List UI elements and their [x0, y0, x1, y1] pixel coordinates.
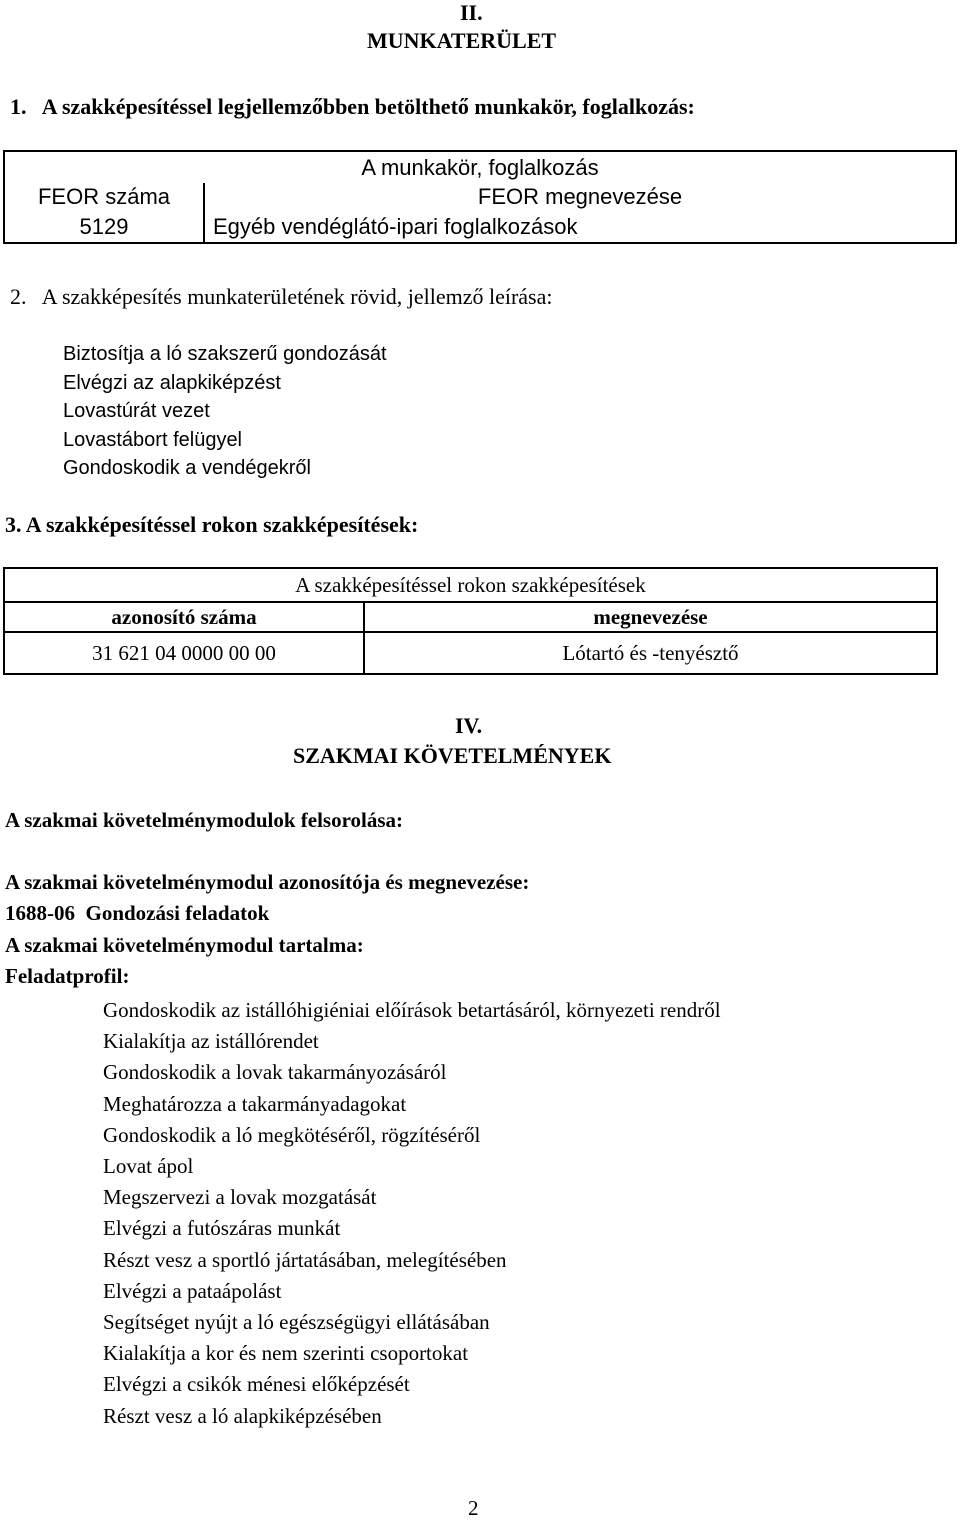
item1-heading: 1. A szakképesítéssel legjellemzőbben betölthető munkakör, foglalkozás: — [10, 94, 695, 119]
section-title-munkaterulet: MUNKATERÜLET — [367, 28, 557, 53]
task-item: Elvégzi a pataápolást — [103, 1278, 282, 1303]
task-list — [103, 995, 721, 1432]
feor-name-cell: Egyéb vendéglátó-ipari foglalkozások — [204, 211, 956, 243]
task-item: Megszervezi a lovak mozgatását — [103, 1185, 377, 1210]
task-item: Részt vesz a sportló jártatásában, melegítésében — [103, 1247, 507, 1272]
feor-code-cell: 5129 — [4, 211, 204, 243]
task-item: Részt vesz a ló alapkiképzésében — [103, 1403, 382, 1428]
task-item: Gondoskodik a ló megkötéséről, rögzítéséről — [103, 1122, 481, 1147]
description-line: Lovastúrát vezet — [63, 400, 210, 423]
modules-list-heading: A szakmai követelménymodulok felsorolása: — [5, 808, 404, 832]
occupation-table — [3, 150, 957, 244]
section-roman-ii: II. — [460, 0, 483, 25]
section-title-szakmai: SZAKMAI KÖVETELMÉNYEK — [293, 743, 612, 768]
description-line: Elvégzi az alapkiképzést — [63, 371, 281, 394]
related-name-header: megnevezése — [364, 602, 937, 632]
task-item: Elvégzi a csikók ménesi előképzését — [103, 1372, 410, 1397]
task-item: Elvégzi a futószáras munkát — [103, 1216, 341, 1241]
item2-heading: 2. A szakképesítés munkaterületének rövid, jellemző leírása: — [10, 284, 553, 309]
task-item: Kialakítja az istállórendet — [103, 1029, 319, 1054]
related-name-cell: Lótartó és -tenyésztő — [364, 632, 937, 674]
task-item: Gondoskodik az istállóhigiéniai előírások betartásáról, környezeti rendről — [103, 998, 721, 1022]
task-item: Gondoskodik a lovak takarmányozásáról — [103, 1060, 447, 1085]
item2-description-list — [63, 340, 387, 483]
occupation-table-caption: A munkakör, foglalkozás — [4, 151, 956, 183]
related-table-caption: A szakképesítéssel rokon szakképesítések — [4, 568, 937, 602]
module-id: 1688-06 Gondozási feladatok — [5, 901, 270, 925]
task-item: Segítséget nyújt a ló egészségügyi ellátásában — [103, 1310, 490, 1335]
related-id-cell: 31 621 04 0000 00 00 — [4, 632, 364, 674]
description-line: Lovastábort felügyel — [63, 428, 243, 451]
description-line: Biztosítja a ló szakszerű gondozását — [63, 343, 387, 365]
item3-heading: 3. A szakképesítéssel rokon szakképesítések: — [5, 512, 419, 537]
task-item: Kialakítja a kor és nem szerinti csoportokat — [103, 1341, 469, 1366]
description-line: Gondoskodik a vendégekről — [63, 457, 311, 480]
module-id-heading: A szakmai követelménymodul azonosítója és megnevezése: — [5, 870, 530, 894]
task-item: Meghatározza a takarmányadagokat — [103, 1091, 407, 1116]
related-qualifications-table — [3, 567, 938, 675]
feor-code-header: FEOR száma — [4, 183, 204, 211]
feor-name-header: FEOR megnevezése — [204, 183, 956, 211]
page-number: 2 — [468, 1496, 479, 1520]
module-content-heading: A szakmai követelménymodul tartalma: — [5, 933, 364, 957]
feladatprofil-heading: Feladatprofil: — [5, 964, 130, 988]
task-item: Lovat ápol — [103, 1154, 194, 1179]
related-id-header: azonosító száma — [4, 602, 364, 632]
section-roman-iv: IV. — [455, 713, 483, 738]
